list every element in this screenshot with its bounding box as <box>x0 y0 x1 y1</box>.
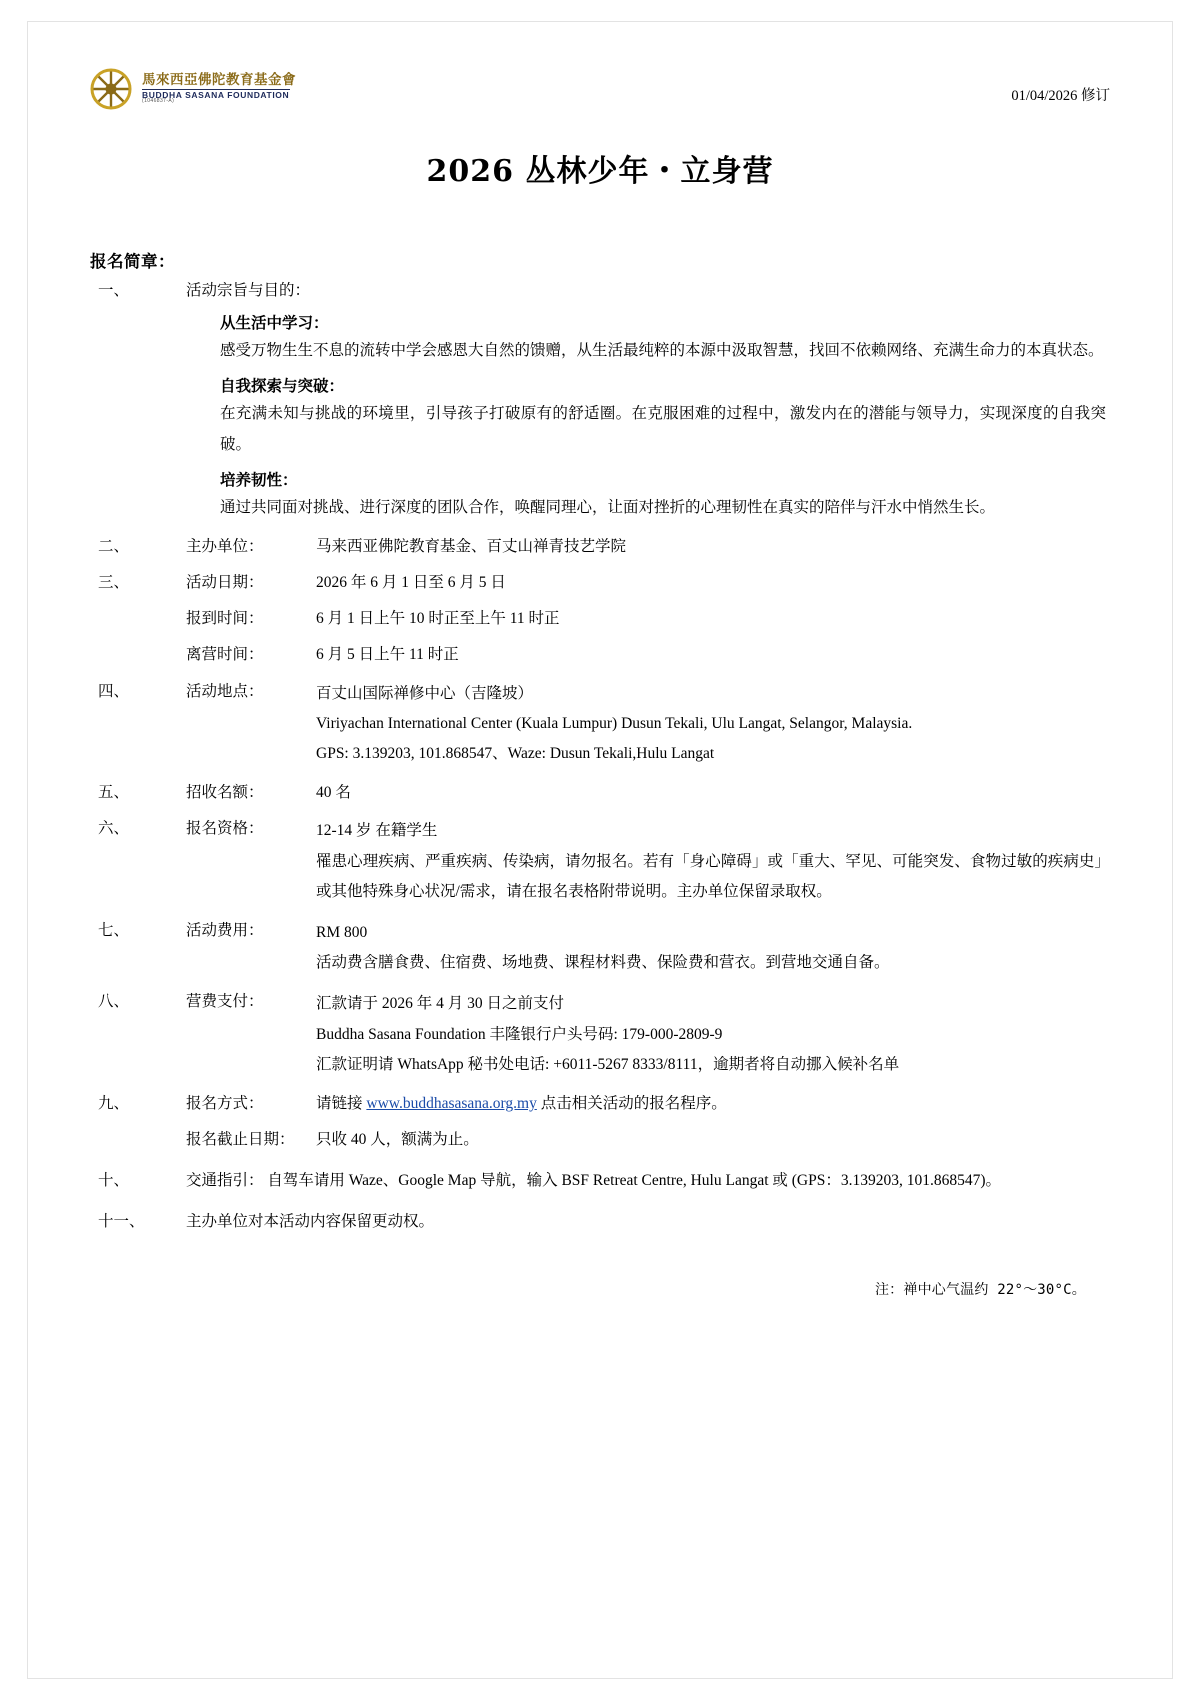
document-header <box>90 68 1110 124</box>
checkout-value: 6 月 5 日上午 11 时正 <box>316 646 459 664</box>
item-eight-values <box>316 989 1110 1080</box>
payment-deadline: 汇款请于 2026 年 4 月 30 日之前支付 <box>316 995 565 1013</box>
item-nine-number: 九、 <box>98 1095 130 1113</box>
fee-value: RM 800 <box>316 923 368 941</box>
item-seven-values <box>316 918 1110 978</box>
item-ten-content <box>186 1168 1110 1193</box>
venue-address: Viriyachan International Center (Kuala Lumpur) Dusun Tekali, Ulu Langat, Selangor, Malaysia. <box>316 714 913 732</box>
item-five-label: 招收名额： <box>186 784 264 802</box>
item-three-value: 2026 年 6 月 1 日至 6 月 5 日 <box>316 574 506 592</box>
item-five-number: 五、 <box>98 784 130 802</box>
item-eight <box>90 989 1110 1080</box>
eligibility-value: 12-14 岁 在籍学生 <box>316 822 438 840</box>
item-nine <box>90 1091 1110 1116</box>
checkout-label: 离营时间： <box>186 646 264 664</box>
item-one-sub2-heading: 自我探索与突破： <box>220 378 345 396</box>
item-four-label: 活动地点： <box>186 682 264 700</box>
checkin-label: 报到时间： <box>186 610 264 628</box>
item-eight-number: 八、 <box>98 993 130 1011</box>
eligibility-note: 罹患心理疾病、严重疾病、传染病，请勿报名。若有「身心障碍」或「重大、罕见、可能突发、食物过敏的疾病史」或其他特殊身心状况/需求，请在报名表格附带说明。主办单位保留录取权。 <box>316 852 1110 900</box>
item-ten-value: 自驾车请用 Waze、Google Map 导航，输入 BSF Retreat Centre, Hulu Langat 或 (GPS：3.139203, 101.868547)。 <box>267 1172 1002 1190</box>
item-nine-deadline <box>90 1127 1110 1152</box>
item-three <box>90 570 1110 595</box>
payment-proof-contact: 汇款证明请 WhatsApp 秘书处电话: +6011-5267 8333/8111，逾期者将自动挪入候补名单 <box>316 1055 900 1073</box>
item-two-number: 二、 <box>98 538 130 556</box>
item-ten-number: 十、 <box>98 1172 130 1190</box>
item-two <box>90 534 1110 559</box>
item-two-label: 主办单位： <box>186 538 264 556</box>
logo-text-block <box>142 73 296 104</box>
item-ten-label: 交通指引： <box>186 1172 264 1190</box>
item-six-label: 报名资格： <box>186 820 264 838</box>
item-eight-label: 营费支付： <box>186 993 264 1011</box>
item-five <box>90 780 1110 805</box>
item-nine-value <box>316 1091 1110 1116</box>
bank-account: Buddha Sasana Foundation 丰隆银行户头号码: 179-000-2809-9 <box>316 1025 723 1043</box>
venue-gps: GPS: 3.139203, 101.868547、Waze: Dusun Tekali,Hulu Langat <box>316 744 715 762</box>
item-one-number: 一、 <box>98 282 130 299</box>
revision-date: 01/04/2026 修订 <box>1011 88 1110 104</box>
item-three-label: 活动日期： <box>186 574 264 592</box>
temperature-footnote: 注：禅中心气温约 22°～30°C。 <box>874 1281 1086 1298</box>
document-sheet <box>28 22 1172 1678</box>
deadline-label: 报名截止日期： <box>186 1131 295 1149</box>
item-three-checkout <box>90 642 1110 667</box>
deadline-value: 只收 40 人，额满为止。 <box>316 1131 479 1149</box>
checkin-value: 6 月 1 日上午 10 时正至上午 11 时正 <box>316 610 560 628</box>
logo-registration: (1046837-A) <box>142 98 175 105</box>
item-one-sub3-heading: 培养韧性： <box>220 472 298 490</box>
item-four-number: 四、 <box>98 682 130 700</box>
venue-name: 百丈山国际禅修中心（吉隆坡） <box>316 684 534 702</box>
item-eleven-number: 十一、 <box>98 1213 145 1231</box>
section-heading: 报名简章： <box>90 252 175 271</box>
item-six-number: 六、 <box>98 820 130 838</box>
item-one <box>90 278 1110 303</box>
item-one-label: 活动宗旨与目的： <box>186 282 311 299</box>
registration-suffix: 点击相关活动的报名程序。 <box>536 1095 727 1113</box>
organization-logo <box>90 68 296 110</box>
registration-link[interactable]: www.buddhasasana.org.my <box>366 1095 537 1113</box>
logo-english-name: BUDDHA SASANA FOUNDATION <box>142 89 290 100</box>
item-six-values <box>316 816 1110 907</box>
item-ten <box>90 1168 1110 1193</box>
item-one-sub1-text: 感受万物生生不息的流转中学会感恩大自然的馈赠，从生活最纯粹的本源中汲取智慧，找回不依赖网络、充满生命力的本真状态。 <box>220 342 1104 360</box>
item-seven <box>90 918 1110 978</box>
item-five-value: 40 名 <box>316 784 351 802</box>
item-six <box>90 816 1110 907</box>
item-nine-label: 报名方式： <box>186 1095 264 1113</box>
item-seven-label: 活动费用： <box>186 921 264 939</box>
item-eleven-value: 主办单位对本活动内容保留更动权。 <box>186 1213 435 1231</box>
item-three-number: 三、 <box>98 574 130 592</box>
item-four <box>90 679 1110 770</box>
item-four-values <box>316 679 1110 770</box>
item-three-checkin <box>90 606 1110 631</box>
fee-note: 活动费含膳食费、住宿费、场地费、课程材料费、保险费和营衣。到营地交通自备。 <box>316 954 890 972</box>
item-seven-number: 七、 <box>98 921 130 939</box>
item-two-value: 马来西亚佛陀教育基金、百丈山禅青技艺学院 <box>316 538 627 556</box>
item-one-sub2-text: 在充满未知与挑战的环境里，引导孩子打破原有的舒适圈。在克服困难的过程中，激发内在的潜能与领导力，实现深度的自我突破。 <box>220 405 1106 454</box>
page-title: 2026 丛林少年・立身营 <box>426 154 774 189</box>
item-eleven <box>90 1209 1110 1234</box>
registration-prefix: 请链接 <box>316 1095 367 1113</box>
item-one-sub3-text: 通过共同面对挑战、进行深度的团队合作，唤醒同理心，让面对挫折的心理韧性在真实的陪伴与汗水中悄然生长。 <box>220 499 996 517</box>
item-one-sub1-heading: 从生活中学习： <box>220 315 329 333</box>
logo-chinese-name: 馬來西亞佛陀教育基金會 <box>142 72 296 89</box>
dharma-wheel-icon <box>90 68 132 110</box>
